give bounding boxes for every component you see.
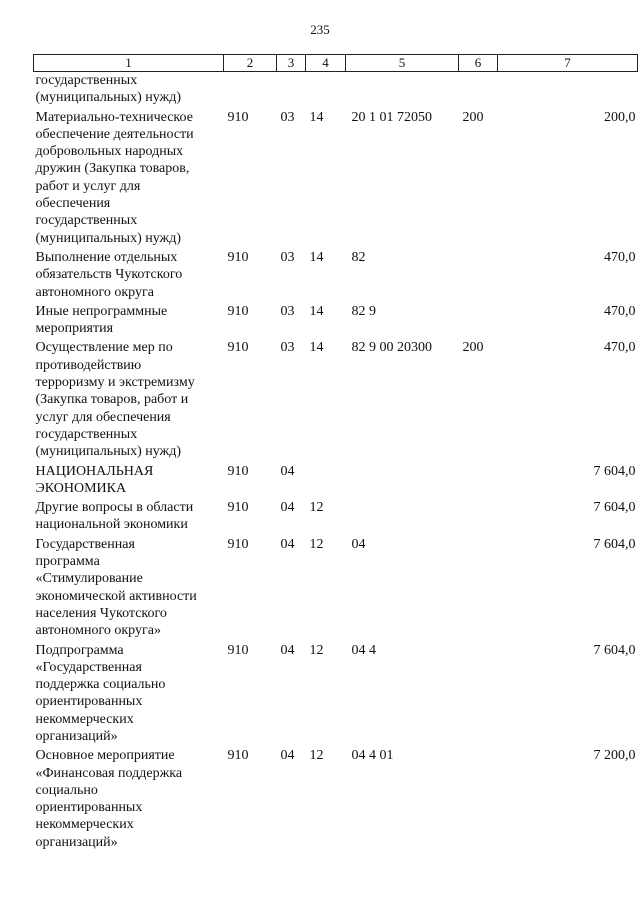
row-expense-type [459,497,498,534]
row-expense-type [459,640,498,746]
table-body [34,72,638,852]
table-row [34,461,638,498]
header-col-1: 1 [34,55,224,72]
row-name: Материально-техническое обеспечение деятельности добровольных народных дружин (Закупка товаров, работ и услуг для обеспечения государственных (муниципальных) нужд) [35,109,194,246]
row-expense-type [459,72,498,107]
row-target-article [346,461,459,498]
row-subsection-code [306,461,346,498]
table-row [34,497,638,534]
row-expense-type: 200 [462,109,484,125]
header-col-5: 5 [346,55,459,72]
row-amount: 470,0 [604,303,636,319]
table-row [34,72,638,107]
table-header-row [34,55,638,72]
row-subsection-code: 12 [309,642,324,658]
table-row [34,107,638,247]
row-subsection-code: 14 [309,109,324,125]
row-target-article: 04 4 01 [351,748,394,764]
header-col-7: 7 [498,55,638,72]
row-ved-code [224,72,277,107]
row-target-article [346,497,459,534]
row-subsection-code: 12 [309,536,324,552]
row-section-code: 04 [280,642,295,658]
row-ved-code: 910 [227,463,249,479]
row-target-article: 82 [351,249,366,265]
row-expense-type: 200 [462,340,484,356]
row-subsection-code [306,72,346,107]
row-name: Государственная программа «Стимулирование экономической активности населения Чукотского автономного округа» [35,536,197,639]
table-row [34,247,638,301]
budget-table [33,54,638,851]
row-expense-type [459,461,498,498]
row-target-article: 82 9 [351,303,376,319]
row-section-code: 04 [280,748,295,764]
row-expense-type [459,247,498,301]
row-subsection-code: 12 [309,500,324,516]
row-name: Осуществление мер по противодействию терроризму и экстремизму (Закупка товаров, работ и услуг для обеспечения государственных (муниципальных) нужд) [35,340,195,460]
row-target-article: 04 4 [351,642,376,658]
row-expense-type [459,534,498,640]
row-section-code: 03 [280,303,295,319]
row-subsection-code: 14 [309,303,324,319]
row-name: Другие вопросы в области национальной экономики [35,500,194,533]
row-section-code: 04 [280,463,295,479]
header-col-2: 2 [224,55,277,72]
row-target-article: 04 [351,536,366,552]
row-amount: 7 200,0 [593,748,636,764]
row-ved-code: 910 [227,642,249,658]
row-ved-code: 910 [227,500,249,516]
row-expense-type [459,745,498,851]
row-section-code: 04 [280,500,295,516]
row-ved-code: 910 [227,536,249,552]
row-ved-code: 910 [227,748,249,764]
page-number: 235 [310,22,330,37]
row-name: Основное мероприятие «Финансовая поддержка социально ориентированных некоммерческих организаций» [35,748,183,850]
row-ved-code: 910 [227,109,249,125]
row-amount: 470,0 [604,249,636,265]
row-target-article: 20 1 01 72050 [351,109,432,125]
row-subsection-code: 12 [309,748,324,764]
row-expense-type [459,301,498,338]
table-row [34,640,638,746]
table-row [34,301,638,338]
row-amount: 200,0 [604,109,636,125]
row-ved-code: 910 [227,249,249,265]
header-col-4: 4 [306,55,346,72]
table-row [34,534,638,640]
row-subsection-code: 14 [309,340,324,356]
row-ved-code: 910 [227,303,249,319]
row-name: Иные непрограммные мероприятия [35,303,168,337]
row-name: Подпрограмма «Государственная поддержка социально ориентированных некоммерческих организаций» [35,642,166,744]
row-amount: 7 604,0 [593,642,636,658]
row-ved-code: 910 [227,340,249,356]
row-amount: 470,0 [604,340,636,356]
row-section-code: 04 [280,536,295,552]
header-col-3: 3 [277,55,306,72]
row-name: Выполнение отдельных обязательств Чукотского автономного округа [35,249,183,300]
table-row [34,337,638,460]
row-section-code: 03 [280,340,295,356]
row-name: государственных (муниципальных) нужд) [35,73,182,106]
row-amount: 7 604,0 [593,500,636,516]
row-amount [498,72,638,107]
row-amount: 7 604,0 [593,536,636,552]
row-section-code [277,72,306,107]
row-amount: 7 604,0 [593,463,636,479]
row-section-code: 03 [280,249,295,265]
row-name: НАЦИОНАЛЬНАЯ ЭКОНОМИКА [35,463,154,496]
row-section-code: 03 [280,109,295,125]
row-target-article: 82 9 00 20300 [351,340,432,356]
row-target-article [346,72,459,107]
row-subsection-code: 14 [309,249,324,265]
table-row [34,745,638,851]
header-col-6: 6 [459,55,498,72]
